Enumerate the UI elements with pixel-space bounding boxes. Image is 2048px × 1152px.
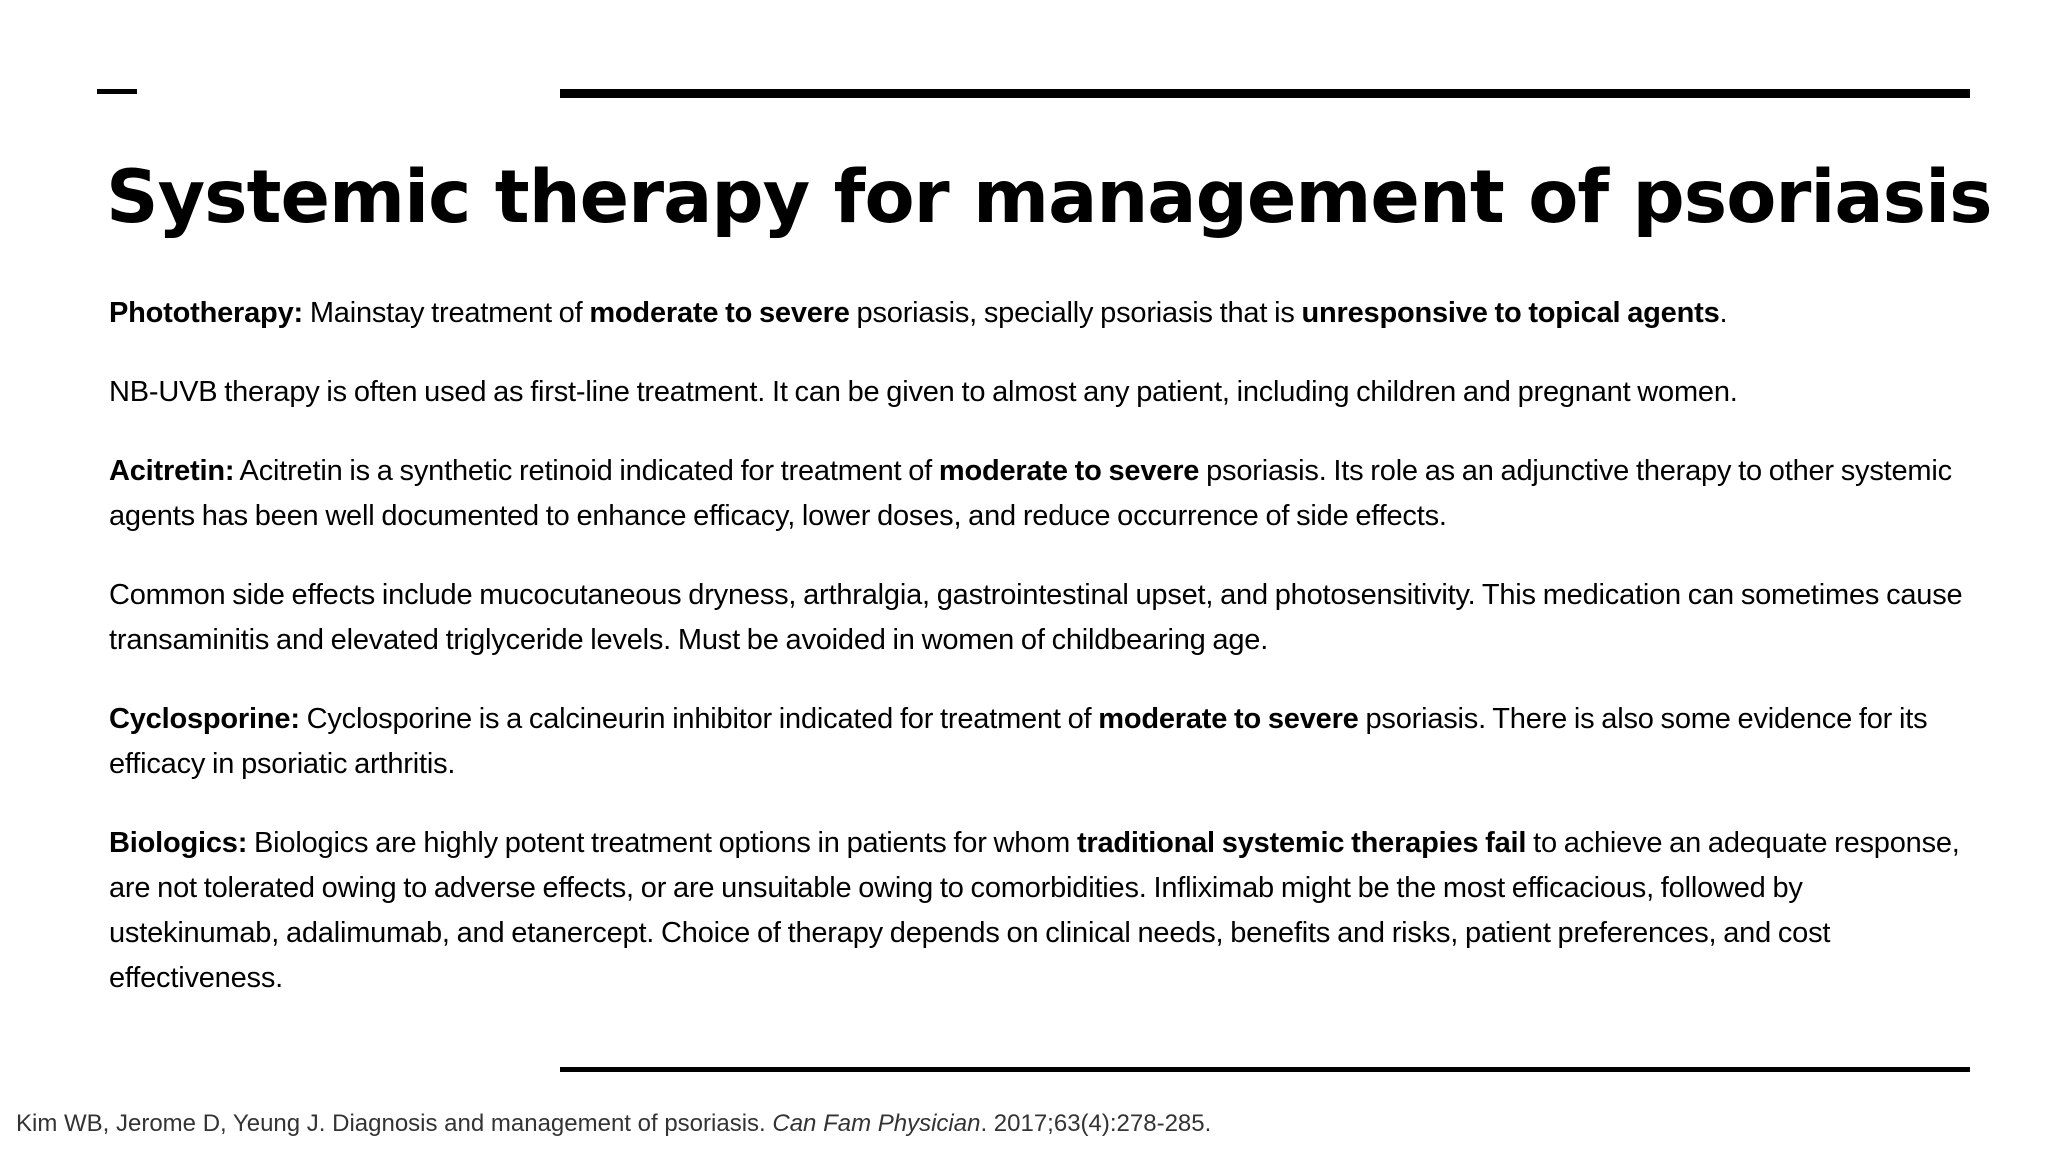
biologics-text-1: Biologics are highly potent treatment options in patients for whom	[247, 827, 1077, 859]
cyclosporine-paragraph	[109, 697, 1979, 787]
phototherapy-paragraph	[109, 291, 1979, 336]
citation-authors: Kim WB, Jerome D, Yeung J. Diagnosis and management of psoriasis.	[16, 1110, 773, 1137]
cyclosporine-label: Cyclosporine:	[109, 703, 300, 735]
phototherapy-label: Phototherapy:	[109, 297, 303, 329]
reference-citation	[16, 1108, 1211, 1140]
acitretin-paragraph	[109, 449, 1979, 539]
phototherapy-text-1: Mainstay treatment of	[302, 297, 590, 329]
biologics-label: Biologics:	[109, 827, 248, 859]
citation-details: . 2017;63(4):278-285.	[980, 1110, 1212, 1137]
top-divider-line	[560, 89, 1970, 98]
title-accent-dash	[97, 89, 137, 94]
phototherapy-emphasis-1: moderate to severe	[589, 297, 850, 329]
acitretin-text-1: Acitretin is a synthetic retinoid indicated for treatment of	[234, 455, 939, 487]
acitretin-text-2: psoriasis. Its role as an adjunctive therapy to other systemic agents has been well documented to enhance efficacy, lower doses, and reduce occurrence of side effects.	[109, 455, 1952, 532]
acitretin-emphasis: moderate to severe	[938, 455, 1200, 487]
phototherapy-text-3: .	[1719, 297, 1728, 329]
biologics-emphasis: traditional systemic therapies fail	[1076, 827, 1527, 859]
citation-journal: Can Fam Physician	[772, 1110, 981, 1137]
phototherapy-text-2: psoriasis, specially psoriasis that is	[849, 297, 1302, 329]
slide-body	[109, 291, 1979, 1035]
cyclosporine-emphasis: moderate to severe	[1098, 703, 1359, 735]
cyclosporine-text-2: psoriasis. There is also some evidence for its efficacy in psoriatic arthritis.	[109, 703, 1928, 780]
cyclosporine-text-1: Cyclosporine is a calcineurin inhibitor indicated for treatment of	[299, 703, 1099, 735]
bottom-divider-line	[560, 1067, 1970, 1072]
acitretin-label: Acitretin:	[109, 455, 235, 487]
phototherapy-emphasis-2: unresponsive to topical agents	[1301, 297, 1720, 329]
side-effects-paragraph: Common side effects include mucocutaneous dryness, arthralgia, gastrointestinal upset, and photosensitivity. This medication can sometimes cause transaminitis and elevated triglyceride levels. Must be avoided in women of childbearing age.	[109, 579, 1963, 656]
biologics-paragraph	[109, 821, 1979, 1001]
nbuvb-paragraph: NB-UVB therapy is often used as first-line treatment. It can be given to almost any patient, including children and pregnant women.	[109, 376, 1738, 408]
slide-title: Systemic therapy for management of psoriasis	[106, 155, 1992, 240]
biologics-text-2: to achieve an adequate response, are not tolerated owing to adverse effects, or are unsuitable owing to comorbidities. Infliximab might be the most efficacious, followed by ustekinumab, adalimumab, and etanercept. Choice of therapy depends on clinical needs, benefits and risks, patient preferences, and cost effectiveness.	[109, 827, 1960, 994]
